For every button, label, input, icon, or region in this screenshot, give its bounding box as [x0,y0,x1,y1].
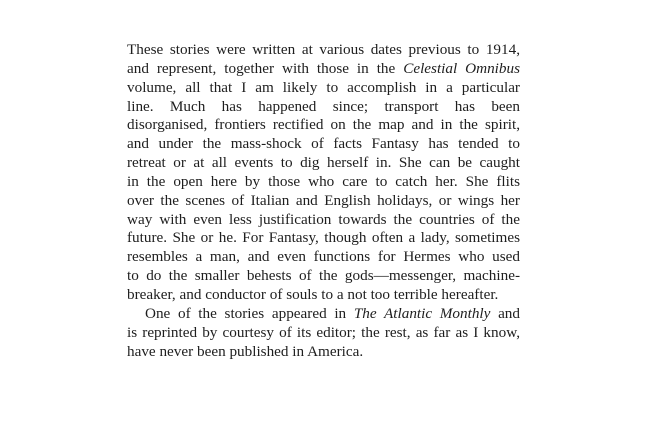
paragraph-1-line-14: breaker, and conductor of souls to a not too terrible hereafter. [127,285,499,303]
paragraph-1-line-5: disorganised, frontiers rectified on the map and in the spirit, [127,116,520,134]
body-text [127,41,520,361]
paragraph-2-line-2: is reprinted by courtesy of its editor; the rest, as far as I know, [127,323,520,341]
paragraph-1-line-9: over the scenes of Italian and English holidays, or wings her [127,191,520,209]
paragraph-1-line-8: in the open here by those who care to catch her. She flits [127,172,520,190]
paragraph-1 [127,41,520,305]
celestial-omnibus-title: Celestial Omnibus [403,59,520,77]
paragraph-1-line-4: line. Much has happened since; transport has been [127,97,520,115]
atlantic-monthly-title: The Atlantic Monthly [353,304,491,322]
paragraph-2 [127,305,520,362]
paragraph-1-line-13: to do the smaller behests of the gods—messenger, machine- [127,267,520,285]
paragraph-1-line-6: and under the mass-shock of facts Fantasy has tended to [127,135,520,153]
paragraph-1-line-2 [127,60,520,79]
paragraph-2-line-1-text: One of the stories appeared in [145,304,354,322]
paragraph-1-line-3: volume, all that I am likely to accomplish in a particular [127,78,520,96]
paragraph-2-line-1 [127,305,520,324]
paragraph-1-line-11: future. She or he. For Fantasy, though often a lady, sometimes [127,229,520,247]
paragraph-1-line-7: retreat or at all events to dig herself in. She can be caught [127,154,520,172]
paragraph-1-line-12: resembles a man, and even functions for Hermes who used [127,248,520,266]
paragraph-1-line-10: way with even less justification towards the countries of the [127,210,520,228]
paragraph-2-line-1-tail: and [490,304,520,322]
paragraph-1-line-2-text: and represent, together with those in the [127,59,404,77]
paragraph-1-line-1: These stories were written at various dates previous to 1914, [127,41,520,58]
paragraph-2-line-3: have never been published in America. [127,342,364,360]
